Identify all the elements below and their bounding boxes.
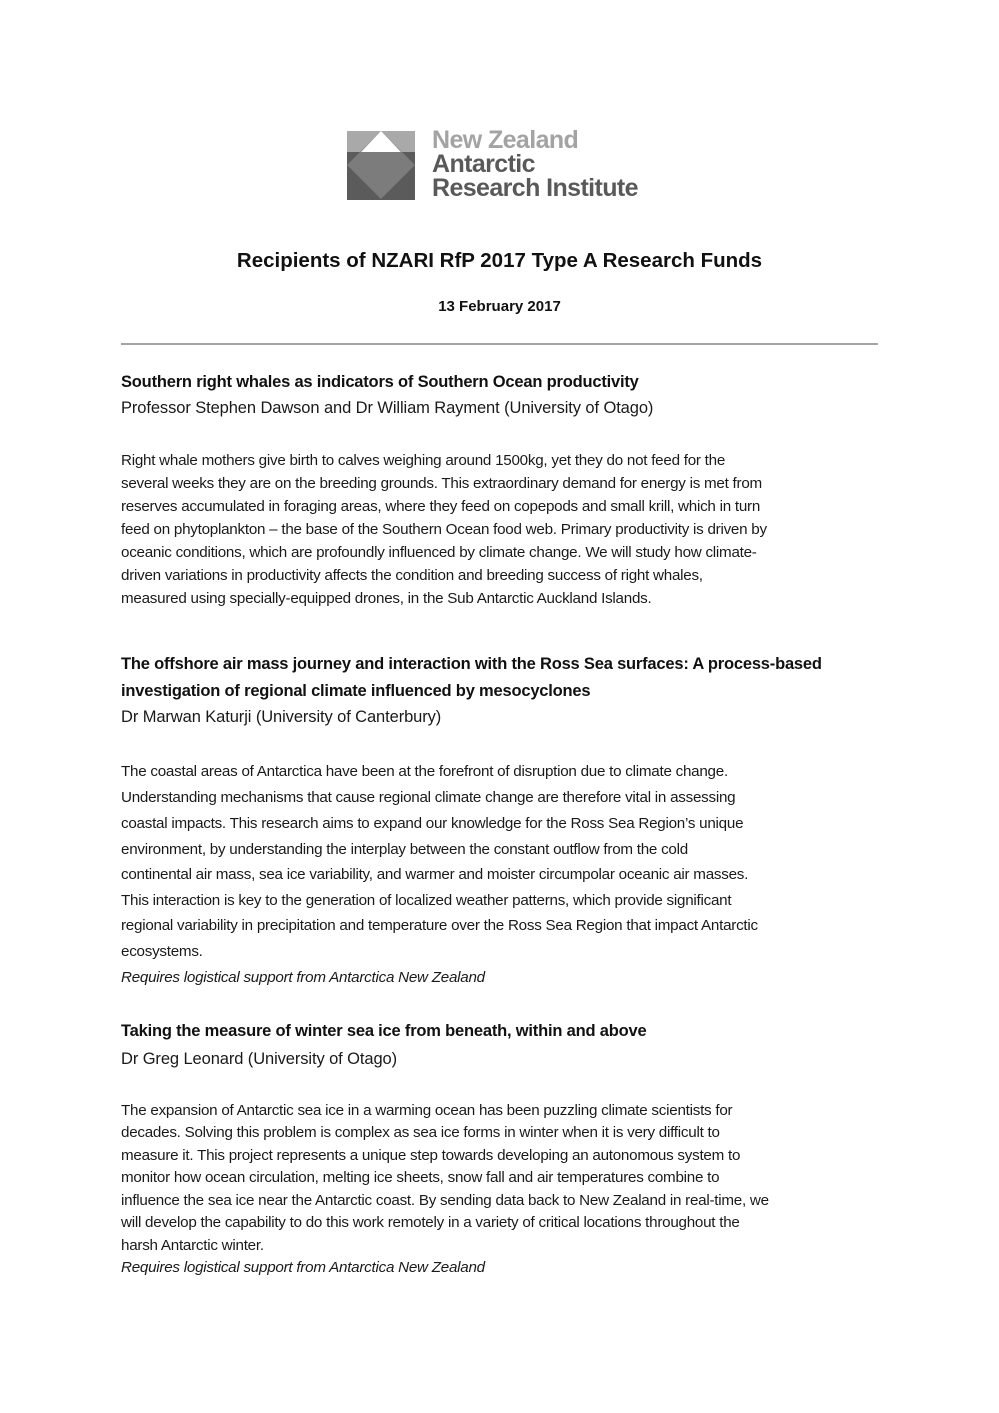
body-line: environment, by understanding the interplay between the constant outflow from the cold	[121, 841, 688, 858]
body-line: oceanic conditions, which are profoundly influenced by climate change. We will study how climate-	[121, 544, 757, 561]
body-line: coastal impacts. This research aims to expand our knowledge for the Ross Sea Region’s unique	[121, 815, 744, 832]
project-author: Professor Stephen Dawson and Dr William Rayment (University of Otago)	[121, 399, 654, 417]
body-line: decades. Solving this problem is complex as sea ice forms in winter when it is very difficult to	[121, 1124, 720, 1141]
logistics-note: Requires logistical support from Antarctica New Zealand	[121, 1259, 485, 1276]
body-line: monitor how ocean circulation, melting ice sheets, snow fall and air temperatures combine to	[121, 1169, 720, 1186]
body-line: reserves accumulated in foraging areas, where they feed on copepods and small krill, which in turn	[121, 498, 761, 515]
project-title: Taking the measure of winter sea ice from beneath, within and above	[121, 1022, 647, 1040]
body-line: measure it. This project represents a unique step towards developing an autonomous system to	[121, 1147, 741, 1164]
body-line: ecosystems.	[121, 943, 203, 960]
body-line: measured using specially-equipped drones, in the Sub Antarctic Auckland Islands.	[121, 590, 652, 607]
body-line: influence the sea ice near the Antarctic coast. By sending data back to New Zealand in real-time, we	[121, 1192, 769, 1209]
body-line: This interaction is key to the generation of localized weather patterns, which provide significant	[121, 892, 732, 909]
page-title: Recipients of NZARI RfP 2017 Type A Research Funds	[236, 249, 763, 272]
body-line: feed on phytoplankton – the base of the Southern Ocean food web. Primary productivity is driven by	[121, 521, 767, 538]
logo-wordmark	[432, 128, 638, 200]
project-author: Dr Marwan Katurji (University of Canterbury)	[121, 708, 442, 726]
logo-line-3: Research Institute	[432, 174, 638, 202]
project-title: Southern right whales as indicators of Southern Ocean productivity	[121, 373, 639, 391]
project-title: The offshore air mass journey and interaction with the Ross Sea surfaces: A process-based	[121, 655, 822, 673]
header-divider	[121, 343, 878, 345]
logo-line-2: Antarctic	[432, 150, 535, 178]
nzari-logo-mark	[347, 131, 415, 200]
project-author: Dr Greg Leonard (University of Otago)	[121, 1050, 397, 1068]
body-line: regional variability in precipitation and temperature over the Ross Sea Region that impact Antarctic	[121, 917, 758, 934]
body-line: The coastal areas of Antarctica have been at the forefront of disruption due to climate change.	[121, 763, 728, 780]
body-line: will develop the capability to do this work remotely in a variety of critical locations throughout the	[121, 1214, 740, 1231]
logo-line-1: New Zealand	[432, 126, 579, 154]
body-line: Right whale mothers give birth to calves weighing around 1500kg, yet they do not feed for the	[121, 452, 726, 469]
body-line: driven variations in productivity affects the condition and breeding success of right whales,	[121, 567, 703, 584]
logistics-note: Requires logistical support from Antarctica New Zealand	[121, 969, 485, 986]
page-date: 13 February 2017	[438, 298, 561, 315]
logo-peak-icon	[361, 131, 401, 152]
body-line: several weeks they are on the breeding grounds. This extraordinary demand for energy is met from	[121, 475, 762, 492]
body-line: The expansion of Antarctic sea ice in a warming ocean has been puzzling climate scientists for	[121, 1102, 733, 1119]
body-line: continental air mass, sea ice variability, and warmer and moister circumpolar oceanic air masses.	[121, 866, 749, 883]
body-line: Understanding mechanisms that cause regional climate change are therefore vital in assessing	[121, 789, 736, 806]
body-line: harsh Antarctic winter.	[121, 1237, 264, 1254]
project-title: investigation of regional climate influenced by mesocyclones	[121, 682, 591, 700]
